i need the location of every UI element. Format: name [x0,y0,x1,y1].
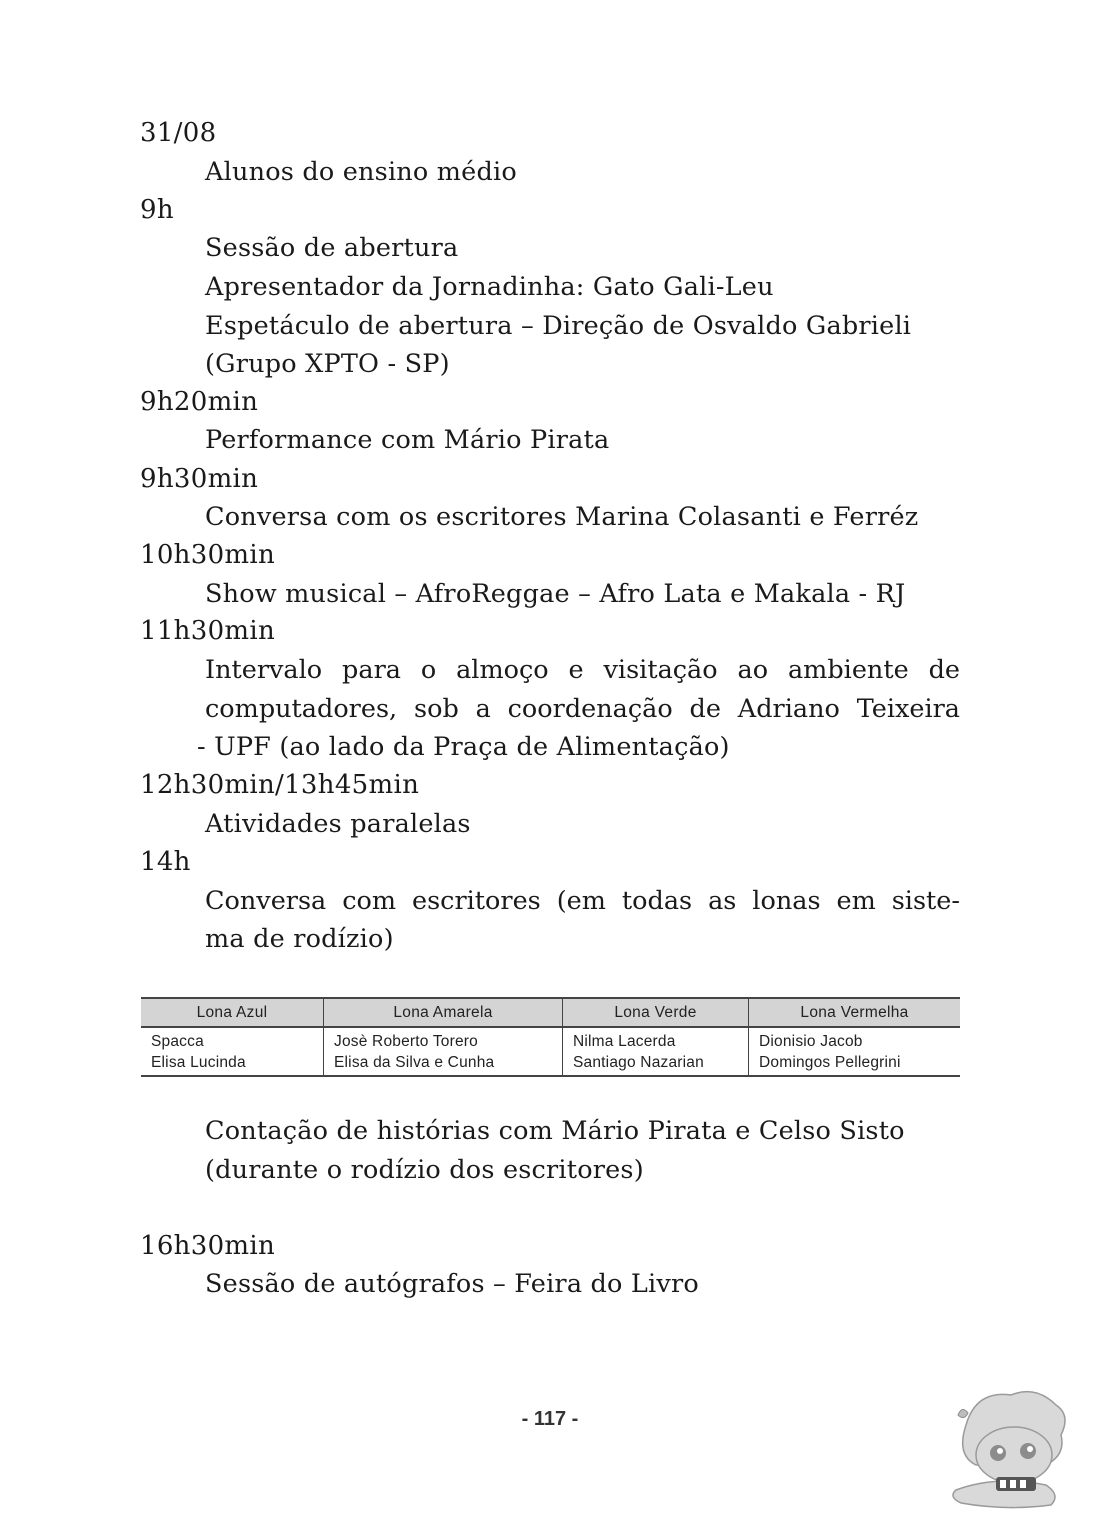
writer-name: Nilma Lacerda [573,1033,676,1050]
schedule-line: ma de rodízio) [205,924,394,954]
schedule-line: (durante o rodízio dos escritores) [205,1155,644,1185]
lonas-table [141,997,960,1077]
writer-name: Santiago Nazarian [573,1054,704,1071]
schedule-line: - UPF (ao lado da Praça de Alimentação) [197,732,730,762]
schedule-line: computadores, sob a coordenação de Adriano Teixeira [205,694,960,724]
time-heading: 10h30min [140,540,276,570]
cartoon-mascot-icon [936,1385,1076,1513]
table-cell [749,1027,961,1076]
writer-name: Dionisio Jacob [759,1033,863,1050]
audience-line: Alunos do ensino médio [205,157,517,187]
schedule-line: Sessão de abertura [205,233,459,263]
schedule-line: Intervalo para o almoço e visitação ao ambiente de [205,655,960,685]
table-header-row [141,998,960,1027]
table-header-cell: Lona Vermelha [749,998,961,1027]
schedule-line: Show musical – AfroReggae – Afro Lata e Makala - RJ [205,579,906,609]
schedule-line: Atividades paralelas [205,809,471,839]
table-cell [141,1027,324,1076]
time-heading: 11h30min [140,616,276,646]
writer-name: Elisa da Silva e Cunha [334,1054,495,1071]
schedule-line: Performance com Mário Pirata [205,425,610,455]
time-heading: 12h30min/13h45min [140,770,420,800]
schedule-line: (Grupo XPTO - SP) [205,349,450,379]
time-heading: 9h20min [140,387,259,417]
table-header-cell: Lona Amarela [324,998,563,1027]
table-cell [563,1027,749,1076]
writer-name: Domingos Pellegrini [759,1054,901,1071]
table-header-cell: Lona Verde [563,998,749,1027]
date-heading: 31/08 [140,118,217,148]
schedule-line: Conversa com escritores (em todas as lonas em siste- [205,886,960,916]
time-heading: 14h [140,847,191,877]
writer-name: Josè Roberto Torero [334,1033,478,1050]
time-heading: 16h30min [140,1231,276,1261]
schedule-line: Sessão de autógrafos – Feira do Livro [205,1269,699,1299]
schedule-line: Espetáculo de abertura – Direção de Osvaldo Gabrieli [205,311,912,341]
schedule-line: Conversa com os escritores Marina Colasanti e Ferréz [205,502,919,532]
page-number: - 117 - [521,1408,579,1430]
schedule-line: Contação de histórias com Mário Pirata e Celso Sisto [205,1116,905,1146]
time-heading: 9h30min [140,464,259,494]
time-heading: 9h [140,195,174,225]
table-row [141,1027,960,1076]
schedule-line: Apresentador da Jornadinha: Gato Gali-Leu [205,272,774,302]
writer-name: Spacca [151,1033,204,1050]
table-header-cell: Lona Azul [141,998,324,1027]
table-cell [324,1027,563,1076]
writer-name: Elisa Lucinda [151,1054,246,1071]
